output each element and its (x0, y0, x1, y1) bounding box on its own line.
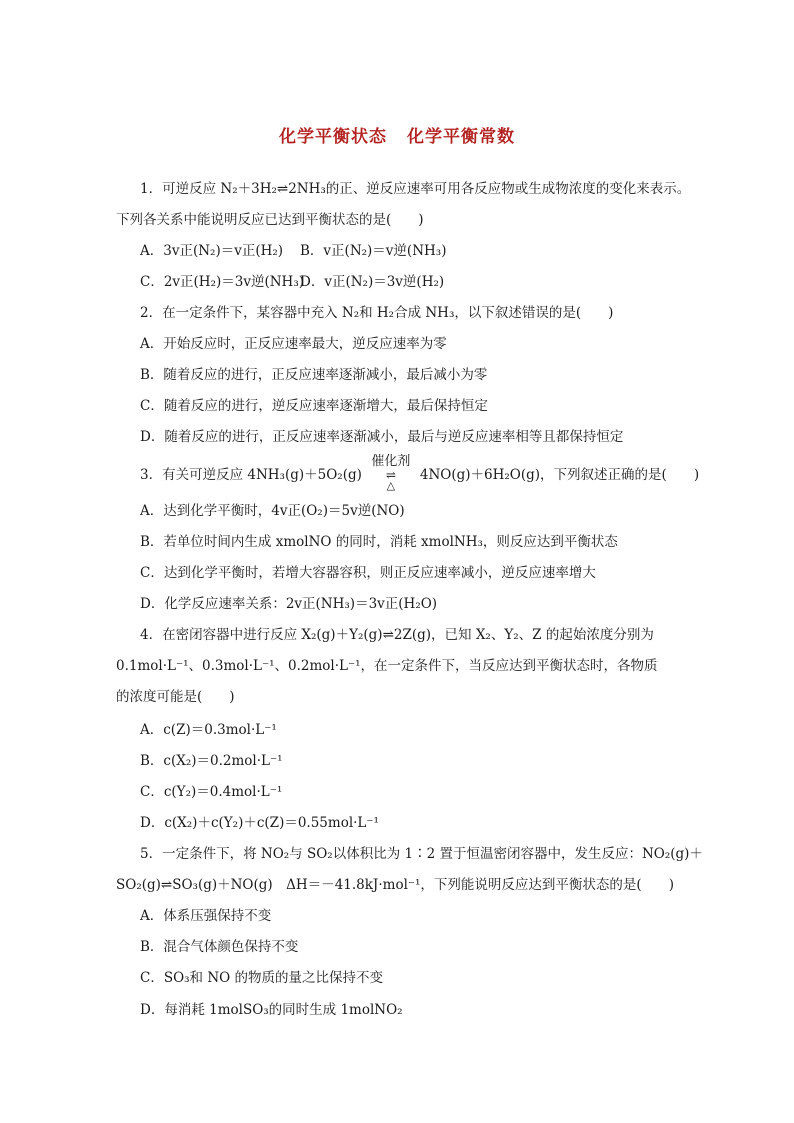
q1-option-c: C．2v正(H₂)＝3v逆(NH₃) (140, 274, 305, 290)
title-part-1: 化学平衡状态 (279, 127, 387, 147)
q1-option-d: D．v正(N₂)＝3v逆(H₂) (300, 274, 445, 290)
q5-option-a: A．体系压强保持不变 (140, 908, 272, 924)
q3-option-c: C．达到化学平衡时，若增大容器容积，则正反应速率减小，逆反应速率增大 (140, 565, 596, 581)
q5-option-c: C．SO₃和 NO 的物质的量之比保持不变 (140, 970, 384, 986)
heat-label: △ (386, 479, 396, 492)
q4-option-b: B．c(X₂)＝0.2mol·L⁻¹ (140, 753, 283, 769)
q4-stem-line-3: 的浓度可能是( ) (116, 689, 235, 705)
title-part-2: 化学平衡常数 (407, 127, 515, 147)
q3-option-a: A．达到化学平衡时，4v正(O₂)＝5v逆(NO) (140, 503, 405, 519)
q4-option-a: A．c(Z)＝0.3mol·L⁻¹ (140, 722, 277, 738)
q3-option-b: B．若单位时间内生成 xmolNO 的同时，消耗 xmolNH₃，则反应达到平衡状态 (140, 534, 618, 550)
q1-stem-line-1: 1．可逆反应 N₂＋3H₂⇌2NH₃的正、逆反应速率可用各反应物或生成物浓度的变化来表示。 (140, 181, 691, 197)
q5-stem-line-1: 5．一定条件下，将 NO₂与 SO₂以体积比为 1∶2 置于恒温密闭容器中，发生反应：NO₂(g)＋ (140, 846, 703, 862)
q3-stem-prefix: 3．有关可逆反应 4NH₃(g)＋5O₂(g) (140, 467, 362, 483)
equilibrium-arrow-icon: ⇌ (385, 468, 396, 482)
q3-stem-suffix: 4NO(g)＋6H₂O(g)，下列叙述正确的是( ) (419, 467, 700, 483)
q4-stem-line-2: 0.1mol·L⁻¹、0.3mol·L⁻¹、0.2mol·L⁻¹，在一定条件下，当反应达到平衡状态时，各物质 (116, 658, 658, 674)
q1-option-a: A．3v正(N₂)＝v正(H₂) (140, 243, 284, 259)
q2-option-b: B．随着反应的进行，正反应速率逐渐减小，最后减小为零 (140, 367, 488, 383)
q3-option-d: D．化学反应速率关系：2v正(NH₃)＝3v正(H₂O) (140, 596, 438, 612)
q4-stem-line-1: 4．在密闭容器中进行反应 X₂(g)＋Y₂(g)⇌2Z(g)，已知 X₂、Y₂、Z 的起始浓度分别为 (140, 627, 654, 643)
q4-option-c: C．c(Y₂)＝0.4mol·L⁻¹ (140, 784, 283, 800)
q2-option-a: A．开始反应时，正反应速率最大，逆反应速率为零 (140, 336, 447, 352)
q2-stem: 2．在一定条件下，某容器中充入 N₂和 H₂合成 NH₃，以下叙述错误的是( ) (140, 305, 614, 321)
q1-stem-line-2: 下列各关系中能说明反应已达到平衡状态的是( ) (116, 212, 424, 228)
q5-option-d: D．每消耗 1molSO₃的同时生成 1molNO₂ (140, 1002, 403, 1018)
catalyst-arrow (362, 454, 420, 492)
q2-option-c: C．随着反应的进行，逆反应速率逐渐增大，最后保持恒定 (140, 398, 488, 414)
q2-option-d: D．随着反应的进行，正反应速率逐渐减小，最后与逆反应速率相等且都保持恒定 (140, 429, 624, 445)
q3-stem (140, 454, 700, 492)
q4-option-d: D．c(X₂)＋c(Y₂)＋c(Z)＝0.55mol·L⁻¹ (140, 815, 379, 831)
page-title (0, 122, 794, 147)
q5-option-b: B．混合气体颜色保持不变 (140, 939, 299, 955)
q5-stem-line-2: SO₂(g)⇌SO₃(g)＋NO(g) ΔH＝－41.8kJ·mol⁻¹，下列能说明反应达到平衡状态的是( ) (116, 877, 674, 893)
q1-option-b: B．v正(N₂)＝v逆(NH₃) (300, 243, 447, 259)
catalyst-label: 催化剂 (371, 454, 411, 469)
